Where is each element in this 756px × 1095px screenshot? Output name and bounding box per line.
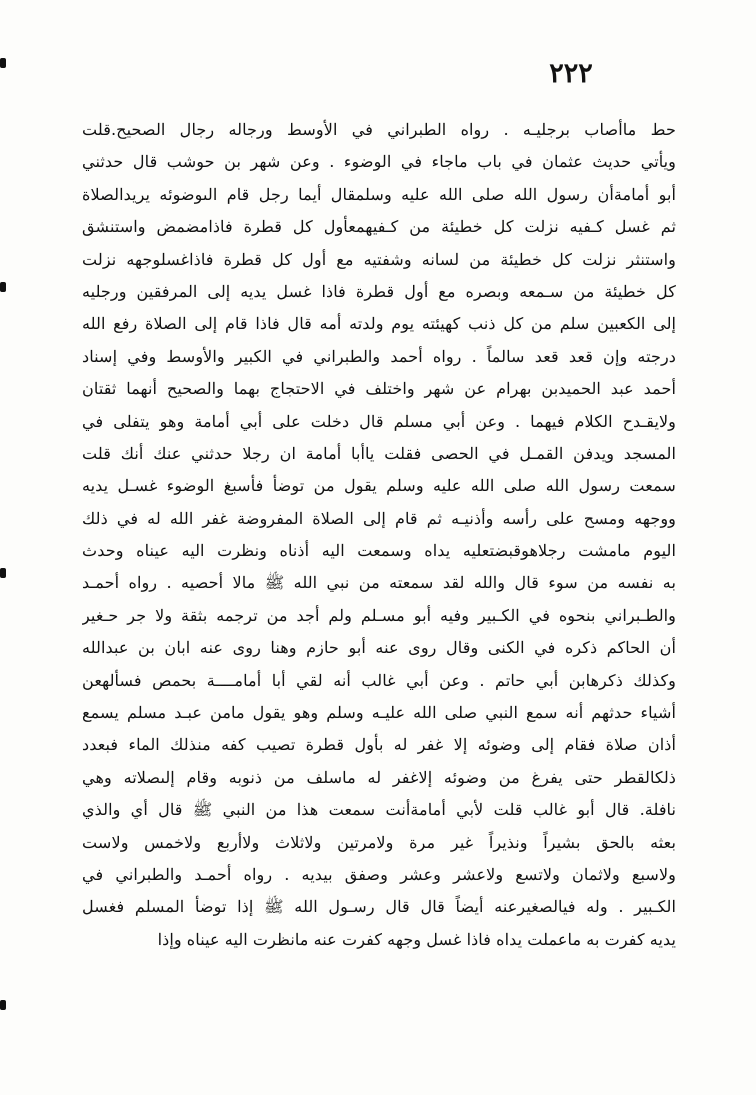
text-line: أبو أمامةأن رسول الله صلى الله عليه وسلمقال أيما رجل قام الىوضوئه يريدالصلاة bbox=[82, 184, 676, 204]
text-line: ولاسبع ولاثمان ولاتسع ولاعشر وعشر وصفق بيديه . رواه أحمـد والطبراني في bbox=[82, 864, 676, 884]
text-line: المسجد ويدفن القمـل في الحصى فقلت ياأبا أمامة ان رجلا حدثني عنك أنك قلت bbox=[82, 443, 676, 463]
text-line: ووجهه ومسح على رأسه وأذنيـه ثم قام إلى الصلاة المفروضة غفر الله له في ذلك bbox=[82, 508, 676, 528]
text-line: إلى الكعبين سلم من كل ذنب كهيئته يوم ولدته أمه قال فاذا قام إلى الصلاة رفع الله bbox=[82, 314, 676, 334]
binding-hole-mark bbox=[0, 568, 6, 578]
text-line: كل خطيئة من سـمعه وبصره مع أول قطرة فاذا غسل يديه إلى المرفقين ورجليه bbox=[82, 281, 676, 301]
text-line: سمعت رسول الله صلى الله عليه وسلم يقول من توضأ فأسبغ الوضوء غسـل يديه bbox=[82, 476, 676, 496]
text-line: حط ماأصاب برجليـه . رواه الطبراني في الأوسط ورجاله رجال الصحيح.قلت bbox=[82, 120, 676, 139]
text-line: به نفسه من سوء قال والله لقد سمعته من نبي الله ﷺ مالا أحصيه . رواه أحمـد bbox=[82, 573, 676, 593]
text-line: ثم غسل كـفيه نزلت كل خطيئة من كـفيهمعأول كل قطرة فاذامضمض واستنشق bbox=[82, 217, 676, 237]
text-line: والطـبراني بنحوه في الكـبير وفيه أبو مسـلم ولم أجد من ترجمه بثقة ولا جر حـغير bbox=[82, 605, 676, 625]
page-number: ٢٢٢ bbox=[549, 58, 593, 89]
text-line: ويأتي حديث عثمان في باب ماجاء في الوضوء . وعن شهر بن حوشب قال حدثني bbox=[82, 152, 676, 172]
text-line: واستنثر نزلت كل خطيئة من لسانه وشفتيه مع أول كل قطرة فاذاغسلوجهه نزلت bbox=[82, 249, 676, 269]
text-line: درجته وإن قعد قعد سالماً . رواه أحمد والطبراني في الكبير والأوسط وفي إسناد bbox=[82, 346, 676, 366]
binding-hole-mark bbox=[0, 1000, 6, 1010]
text-line: اليوم مامشت رجلاهوقبضتعليه يداه وسمعت اليه أذناه ونظرت اليه عيناه وحدث bbox=[82, 541, 676, 561]
text-line: أذان صلاة فقام إلى وضوئه إلا غفر له بأول قطرة تصيب كفه منذلك الماء فبعدد bbox=[82, 735, 676, 755]
text-line: ولايقـدح الكلام فيهما . وعن أبي مسلم قال دخلت على أبي أمامة وهو يتفلى في bbox=[82, 411, 676, 431]
text-line: بعثه بالحق بشيراً ونذيراً غير مرة ولامرتين ولاثلاث ولاأربع ولاخمس ولاست bbox=[82, 832, 676, 852]
text-line: يديه كفرت به ماعملت يداه فاذا غسل وجهه كفرت عنه مانظرت اليه عيناه وإذا bbox=[157, 929, 676, 949]
text-block bbox=[82, 114, 676, 956]
text-line: أن الحاكم ذكره في الكنى وقال روى عنه أبو حازم وهنا روى عنه ابان بن عبدالله bbox=[82, 638, 676, 658]
text-line: وكذلك ذكرهابن أبي حاتم . وعن أبي غالب أنه لقي أبا أمامــــة بحمص فسألهعن bbox=[82, 670, 676, 690]
text-line: أشياء حدثهم أنه سمع النبي صلى الله عليـه وسلم وهو يقول مامن عبـد مسلم يسمع bbox=[82, 703, 676, 723]
binding-hole-mark bbox=[0, 58, 6, 68]
text-line: الكـبير . وله فيالصغيرعنه أيضاً قال قال رسـول الله ﷺ إذا توضأ المسلم فغسل bbox=[82, 897, 676, 917]
text-line: أحمد عبد الحميدبن بهرام عن شهر واختلف في الاحتجاج بهما والصحيح أنهما ثقتان bbox=[82, 379, 676, 399]
text-line: ذلكالقطر حتى يفرغ من وضوئه إلاغفر له ماسلف من ذنوبه وقام إلىصلاته وهي bbox=[82, 767, 676, 787]
text-line: نافلة. قال أبو غالب قلت لأبي أمامةأنت سمعت هذا من النبي ﷺ قال أي والذي bbox=[82, 800, 676, 820]
binding-hole-mark bbox=[0, 282, 6, 292]
